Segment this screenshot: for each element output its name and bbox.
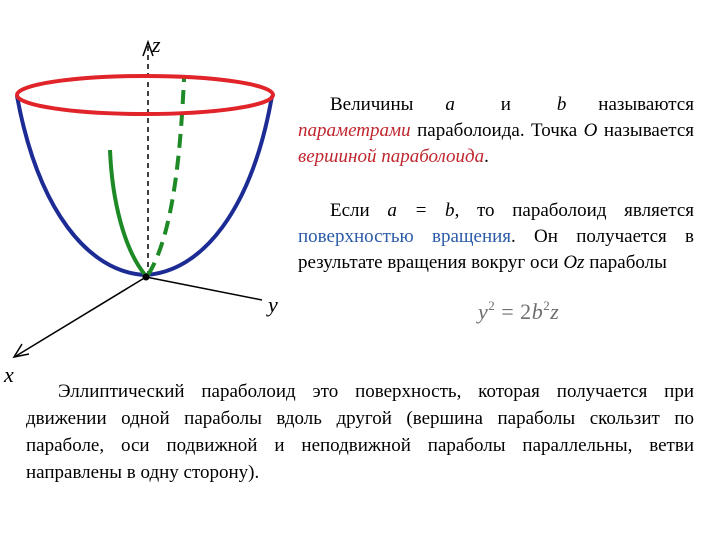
parabola-formula	[478, 298, 559, 325]
inner-parabola-solid	[110, 150, 146, 276]
formula-b: b	[531, 299, 544, 324]
p2-text-1: Если	[330, 200, 388, 221]
p1-text-2: и	[454, 94, 557, 115]
p2-text-2: , то параболоид является	[454, 200, 694, 221]
parameters-paragraph	[298, 92, 694, 170]
outer-parabola-curve	[17, 96, 272, 275]
paraboloid-figure	[0, 0, 300, 390]
formula-rhs: z	[550, 299, 560, 324]
p1-text-1: Величины	[330, 94, 446, 115]
rim-ellipse	[17, 76, 273, 114]
term-vertex: вершиной параболоида	[298, 146, 485, 167]
p1-text-5: называется	[597, 120, 694, 141]
vertex-point	[143, 274, 150, 281]
formula-exp-1: 2	[488, 298, 496, 313]
y-axis-label: y	[268, 292, 278, 317]
p2-text-3: . Он получается в результате вращения вокруг оси	[298, 226, 695, 273]
p1-text-6: .	[484, 146, 489, 167]
param-b: b	[556, 94, 567, 115]
param-a: a	[445, 94, 455, 115]
p2-text-4: параболы	[584, 252, 667, 273]
x-axis-line	[16, 277, 146, 356]
formula-mid: = 2	[495, 299, 532, 324]
elliptic-paraboloid-paragraph: Эллиптический параболоид это поверхность, которая получается при движении одной параболы вдоль другой (вершина параболы скользит по параболе, оси подвижной и неподвижной параболы параллельны, ветви направлены в одну сторону).	[26, 381, 694, 483]
inner-parabola-dashed	[148, 78, 184, 275]
formula-lhs: y	[478, 299, 489, 324]
formula-exp-2: 2	[543, 298, 551, 313]
y-axis-line	[146, 277, 262, 300]
term-parameters: параметрами	[298, 120, 411, 141]
z-axis-label: z	[152, 32, 161, 57]
x-axis-label: x	[4, 362, 14, 387]
equality-a-b: a = b	[387, 200, 455, 221]
p1-text-4: параболоида. Точка	[410, 120, 584, 141]
axis-oz: Oz	[563, 252, 585, 273]
term-surface-of-revolution: поверхностью вращения	[298, 226, 512, 247]
point-o: O	[583, 120, 598, 141]
rotation-paragraph	[298, 198, 694, 276]
p1-text-3: называются	[566, 94, 694, 115]
